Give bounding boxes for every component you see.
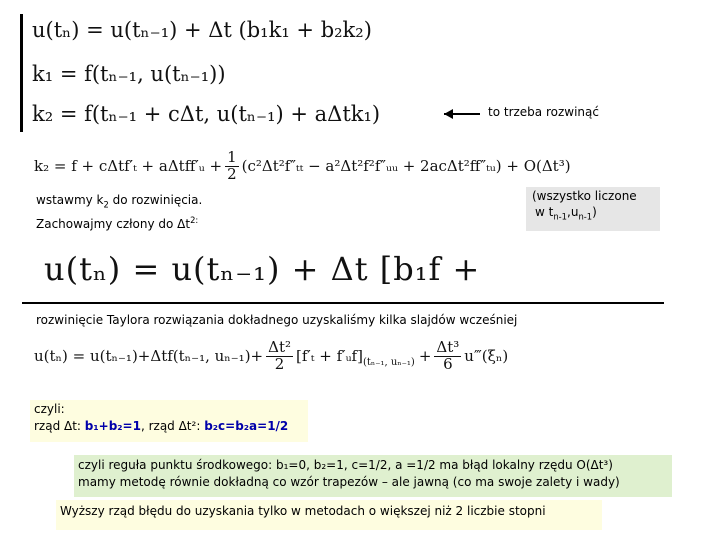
taylor-subscript: (tₙ₋₁, uₙ₋₁) xyxy=(362,356,415,368)
fraction-dt3-num: Δt³ xyxy=(436,338,460,356)
computed-at-line2: w $t_{n-1},u_{n-1}$) xyxy=(535,205,597,222)
computed-at-note xyxy=(526,187,660,231)
arrow-left-icon xyxy=(444,109,453,119)
fraction-dt2-num: Δt² xyxy=(268,338,291,356)
conclusion-box xyxy=(30,400,308,442)
fraction-half-den: 2 xyxy=(227,164,237,183)
taylor-mid: [f′ₜ + f′ᵤf] xyxy=(296,347,363,366)
order2-condition: b₂c=b₂a=1/2 xyxy=(204,419,289,433)
insert-note xyxy=(36,192,202,232)
order1-condition: b₁+b₂=1 xyxy=(84,419,141,433)
equation-u-update: u(tₙ) = u(tₙ₋₁) + Δt (b₁k₁ + b₂k₂) xyxy=(32,18,372,42)
big-equation-line: u(tₙ) = u(tₙ₋₁) + Δt [b₁f + xyxy=(44,250,481,288)
equation-k2: k₂ = f(tₙ₋₁ + cΔt, u(tₙ₋₁) + aΔtk₁) xyxy=(32,102,381,126)
taylor-expansion: u(tₙ) = u(tₙ₋₁)+Δtf(tₙ₋₁, uₙ₋₁)+ $\frac{\text{Δt²}}{2}$ [f′ₜ + f′ᵤf] (tₙ₋₁, uₙ₋₁) + $\frac{\text{Δt³}}{6}$ u‴(ξₙ) xyxy=(34,338,509,373)
insert-note-line1: wstawmy $k_2$ do rozwinięcia. xyxy=(36,193,203,210)
computed-at-line1: (wszystko liczone xyxy=(532,189,637,203)
fraction-dt3-den: 6 xyxy=(443,354,453,373)
fraction-dt3 xyxy=(434,340,461,373)
k2-expansion-rhs: (c²Δt²f″ₜₜ − a²Δt²f²f″ᵤᵤ + 2acΔt²ff″ₜᵤ) + O(Δt³) xyxy=(241,157,571,176)
k2-expansion xyxy=(34,150,571,183)
expand-label: to trzeba rozwinąć xyxy=(488,105,599,119)
taylor-lhs: u(tₙ) = u(tₙ₋₁)+Δtf(tₙ₋₁, uₙ₋₁)+ xyxy=(34,347,264,366)
fraction-dt2 xyxy=(266,340,293,373)
taylor-caption: rozwinięcie Taylora rozwiązania dokładnego uzyskaliśmy kilka slajdów wcześniej xyxy=(36,313,518,327)
taylor-rhs: u‴(ξₙ) xyxy=(464,347,509,366)
midpoint-box xyxy=(74,455,672,497)
fraction-dt2-den: 2 xyxy=(274,354,285,373)
conclusion-line1: czyli: xyxy=(34,402,65,416)
equation-system-bar xyxy=(20,14,23,132)
midpoint-line1: czyli reguła punktu środkowego: b₁=0, b₂=1, c=1/2, a =1/2 ma błąd lokalny rzędu O(Δt³) xyxy=(78,458,613,472)
fraction-half-num: 1 xyxy=(227,148,237,166)
higher-order-box xyxy=(56,500,602,530)
conclusion-line2: rząd Δt: b₁+b₂=1, rząd Δt²: b₂c=b₂a=1/2 xyxy=(34,419,289,433)
k2-expansion-lhs: k₂ = f + cΔtf′ₜ + aΔtff′ᵤ + xyxy=(34,157,223,176)
insert-note-line2: Zachowajmy człony do $\Delta t^{2:}$ xyxy=(36,215,199,232)
fraction-half xyxy=(225,150,239,183)
midpoint-line2: mamy metodę równie dokładną co wzór trapezów – ale jawną (co ma swoje zalety i wady) xyxy=(78,475,620,489)
higher-order-text: Wyższy rząd błędu do uzyskania tylko w metodach o większej niż 2 liczbie stopni xyxy=(60,504,546,518)
equation-k1: k₁ = f(tₙ₋₁, u(tₙ₋₁)) xyxy=(32,62,226,86)
separator-line xyxy=(22,302,664,304)
